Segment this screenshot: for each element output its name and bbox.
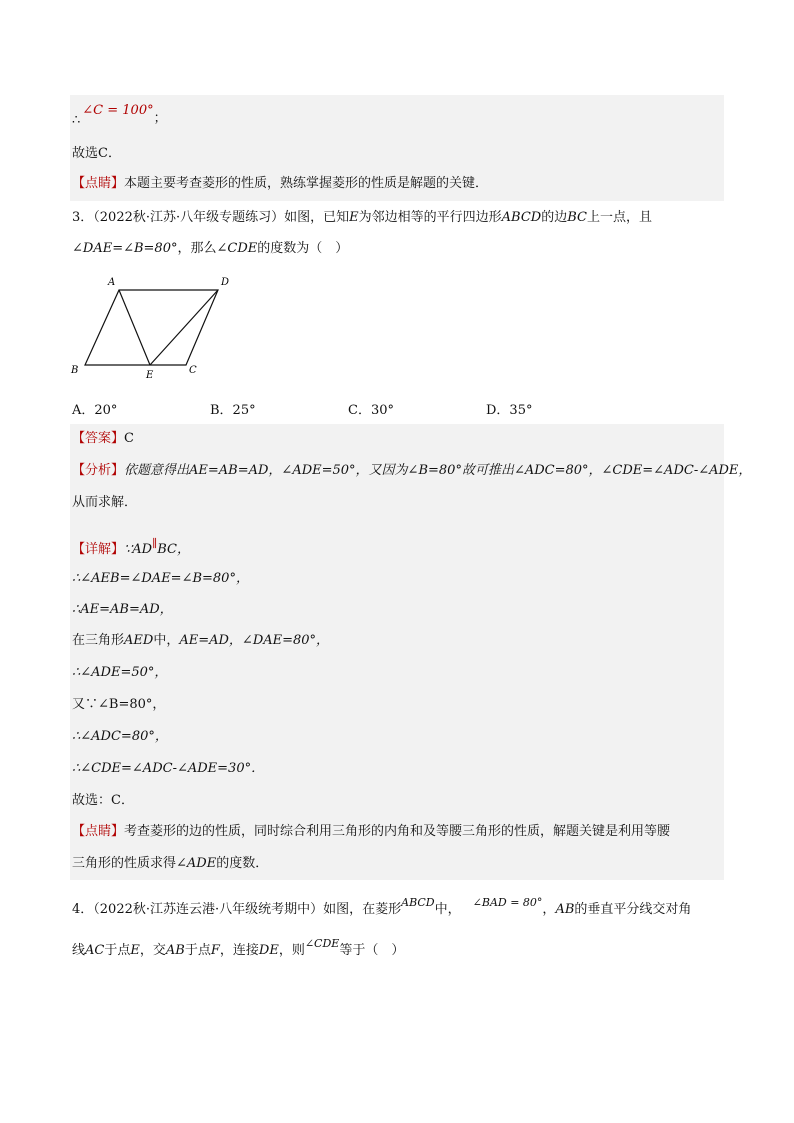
xiangjie-line1: 【详解】∵AD∥BC， [72,537,190,557]
xiangjie-line2: ∴∠AEB=∠DAE=∠B=80°， [72,571,249,586]
fenxi-tag: 【分析】 [72,463,125,478]
answer-value: C [124,431,134,446]
choice-c: C．30° [348,403,394,418]
parallelogram-abcd [85,290,218,365]
fenxi-line2: 从而求解． [72,495,138,510]
q3-stem-line1: 3．（2022秋·江苏·八年级专题练习）如图，已知E为邻边相等的平行四边形ABCD的边BC上一点，且 [72,210,653,225]
label-b: B [71,365,79,376]
answer-line [72,430,134,448]
segment-ae [119,290,150,365]
label-c: C [189,365,197,376]
label-e: E [146,370,154,381]
xiangjie-line5: ∴∠ADE=50°， [72,665,168,680]
xiangjie-line3: ∴AE=AB=AD， [72,602,173,617]
choice-a: A．20° [72,403,118,418]
prev-therefore-line: ∴∠C = 100°； [72,103,167,128]
dianjing2-line1: 【点睛】考查菱形的边的性质，同时综合利用三角形的内角和及等腰三角形的性质，解题关键是利用等腰 [72,824,671,839]
dianjing-tag: 【点睛】 [72,176,125,191]
angle-c-equation: ∠C = 100° [82,103,154,118]
label-d: D [221,277,230,288]
xiangjie-line6: 又∵∠B=80°， [72,697,166,712]
xiangjie-tag: 【详解】 [72,542,125,557]
choice-d: D．35° [486,403,533,418]
label-a: A [108,277,116,288]
prev-dianjing-line: 【点睛】本题主要考查菱形的性质，熟练掌握菱形的性质是解题的关键． [72,176,489,191]
q4-source: （2022秋·江苏连云港·八年级统考期中） [93,902,324,917]
xiangjie-line4: 在三角形AED中，AE=AD，∠DAE=80°， [72,633,330,648]
q4-stem-line2: 线AC于点E，交AB于点F，连接DE，则$^{\angle CDE}$等于（ ） [72,937,405,958]
fenxi-line1: 【分析】依题意得出AE=AB=AD，∠ADE=50°，又因为∠B=80°故可推出∠ADC=80°，∠CDE=∠ADC-∠ADE， [72,463,752,478]
choice-b: B．25° [210,403,256,418]
answer-tag: 【答案】 [72,431,125,446]
parallelogram-figure [66,272,241,382]
answer-shade [70,424,724,880]
prev-choose-line: 故选C． [72,146,121,161]
answer-choose-line: 故选：C． [72,793,134,808]
q3-source: （2022秋·江苏·八年级专题练习） [93,210,285,225]
dianjing2-line2: 三角形的性质求得∠ADE的度数． [72,856,269,871]
q4-number: 4． [72,902,94,917]
segment-de [150,290,218,365]
q4-stem-line1: 4．（2022秋·江苏连云港·八年级统考期中）如图，在菱形$^{ABCD}$中， $^{\angle BAD = 80^\circ}$，AB的垂直平分线交对角 [72,896,692,917]
dianjing2-tag: 【点睛】 [72,824,125,839]
q3-number: 3． [72,210,94,225]
xiangjie-line7: ∴∠ADC=80°， [72,729,168,744]
xiangjie-line8: ∴∠CDE=∠ADC-∠ADE=30°． [72,761,265,776]
parallel-symbol: ∥ [152,537,158,550]
q3-stem-line2: ∠DAE=∠B=80°，那么∠CDE的度数为（ ） [72,241,349,256]
